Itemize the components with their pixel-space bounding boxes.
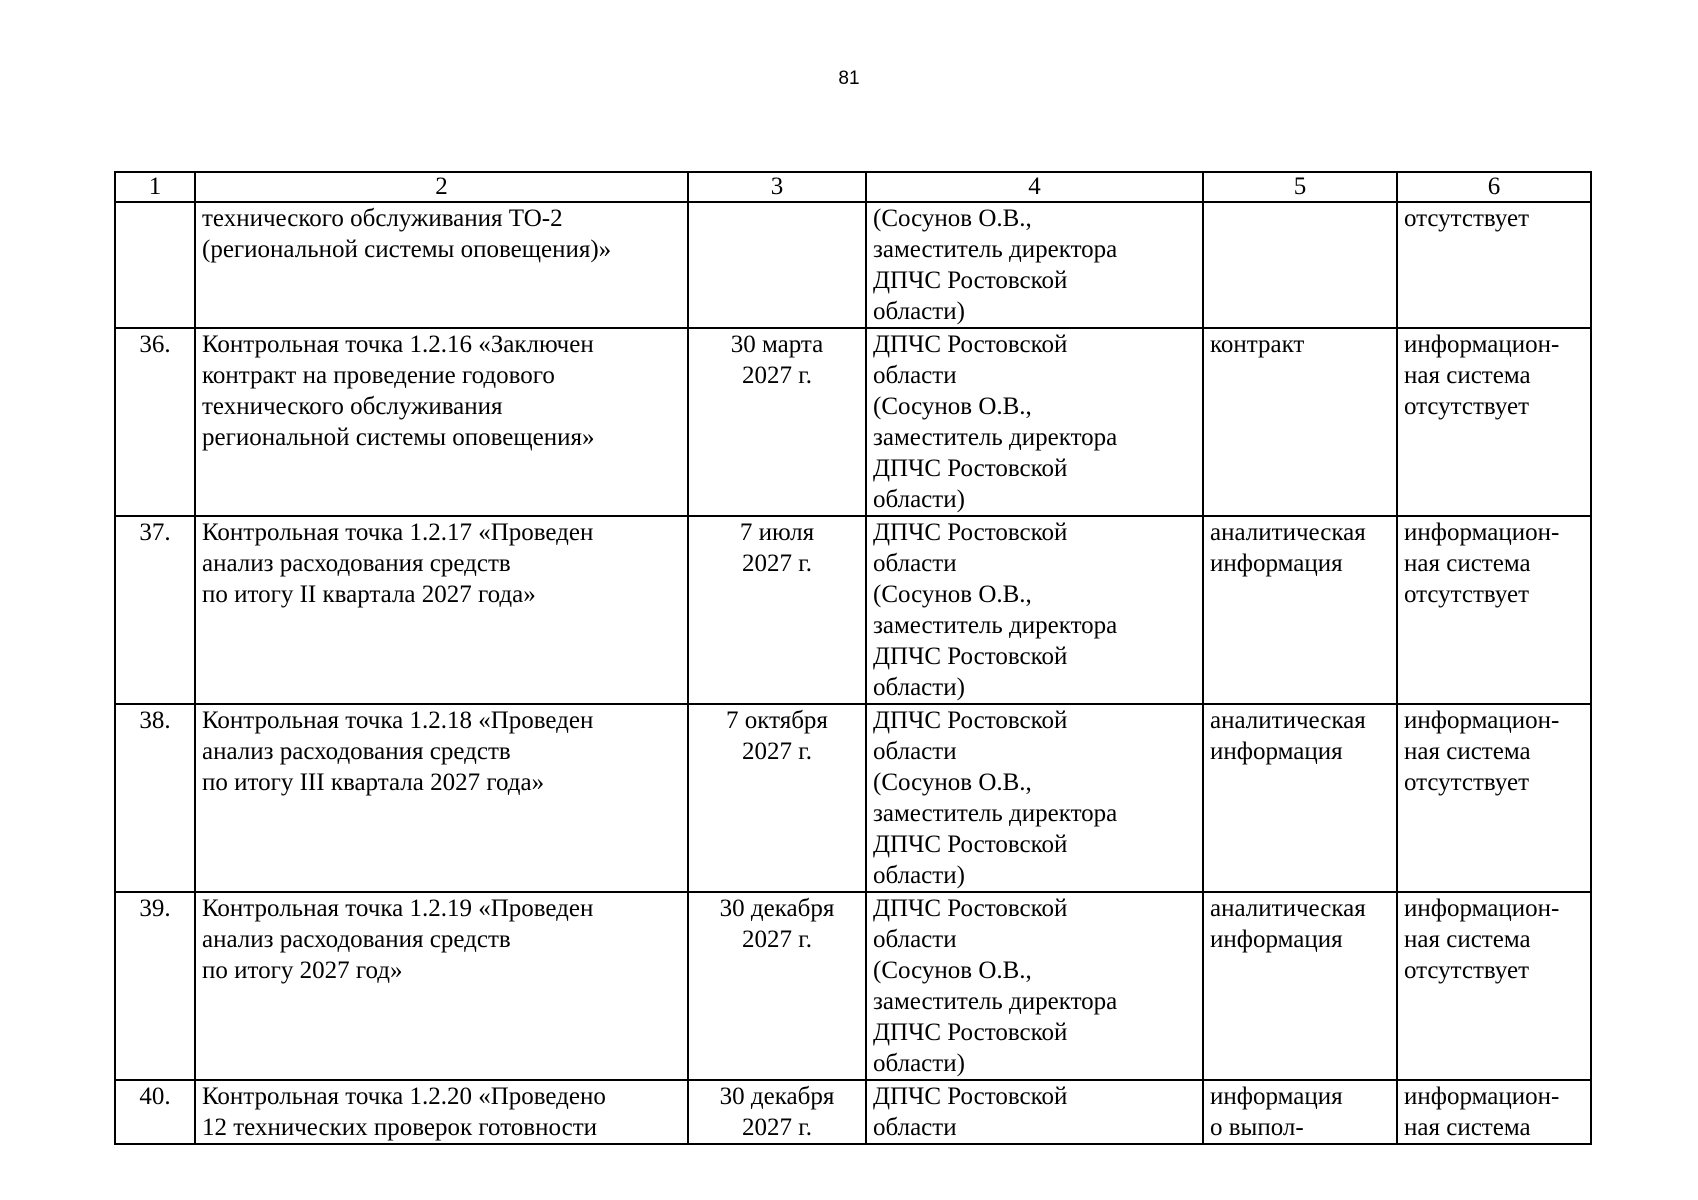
column-number-2: 2: [195, 172, 688, 202]
document-type-cell: аналитическая информация: [1203, 892, 1397, 1080]
deadline-cell: 7 июля 2027 г.: [688, 516, 866, 704]
control-points-table: [114, 171, 1592, 1145]
document-type-cell: [1203, 202, 1397, 328]
page-number: 81: [838, 68, 860, 89]
information-system-cell: информацион- ная система отсутствует: [1397, 704, 1591, 892]
table-row: [115, 516, 1591, 704]
information-system-cell: информацион- ная система: [1397, 1080, 1591, 1144]
row-number-cell: 40.: [115, 1080, 195, 1144]
information-system-cell: информацион- ная система отсутствует: [1397, 328, 1591, 516]
deadline-cell: 30 декабря 2027 г.: [688, 1080, 866, 1144]
responsible-cell: ДПЧС Ростовской области (Сосунов О.В., заместитель директора ДПЧС Ростовской области): [866, 704, 1203, 892]
row-number-cell: 38.: [115, 704, 195, 892]
column-number-5: 5: [1203, 172, 1397, 202]
control-point-name-cell: Контрольная точка 1.2.19 «Проведен анализ расходования средств по итогу 2027 год»: [195, 892, 688, 1080]
information-system-cell: отсутствует: [1397, 202, 1591, 328]
control-point-name-cell: Контрольная точка 1.2.20 «Проведено 12 технических проверок готовности: [195, 1080, 688, 1144]
deadline-cell: 7 октября 2027 г.: [688, 704, 866, 892]
deadline-cell: 30 декабря 2027 г.: [688, 892, 866, 1080]
table-row: [115, 202, 1591, 328]
control-point-name-cell: Контрольная точка 1.2.17 «Проведен анализ расходования средств по итогу II квартала 2027 года»: [195, 516, 688, 704]
row-number-cell: 36.: [115, 328, 195, 516]
table-row: [115, 704, 1591, 892]
column-number-3: 3: [688, 172, 866, 202]
responsible-cell: ДПЧС Ростовской области (Сосунов О.В., заместитель директора ДПЧС Ростовской области): [866, 892, 1203, 1080]
row-number-cell: 39.: [115, 892, 195, 1080]
responsible-cell: ДПЧС Ростовской области: [866, 1080, 1203, 1144]
control-point-name-cell: технического обслуживания ТО-2 (региональной системы оповещения)»: [195, 202, 688, 328]
column-number-4: 4: [866, 172, 1203, 202]
column-number-6: 6: [1397, 172, 1591, 202]
responsible-cell: (Сосунов О.В., заместитель директора ДПЧС Ростовской области): [866, 202, 1203, 328]
table-row: [115, 328, 1591, 516]
document-type-cell: аналитическая информация: [1203, 704, 1397, 892]
table-row: [115, 1080, 1591, 1144]
information-system-cell: информацион- ная система отсутствует: [1397, 516, 1591, 704]
document-type-cell: аналитическая информация: [1203, 516, 1397, 704]
document-type-cell: контракт: [1203, 328, 1397, 516]
column-number-1: 1: [115, 172, 195, 202]
responsible-cell: ДПЧС Ростовской области (Сосунов О.В., заместитель директора ДПЧС Ростовской области): [866, 516, 1203, 704]
responsible-cell: ДПЧС Ростовской области (Сосунов О.В., заместитель директора ДПЧС Ростовской области): [866, 328, 1203, 516]
row-number-cell: 37.: [115, 516, 195, 704]
information-system-cell: информацион- ная система отсутствует: [1397, 892, 1591, 1080]
control-point-name-cell: Контрольная точка 1.2.18 «Проведен анализ расходования средств по итогу III квартала 2027 года»: [195, 704, 688, 892]
deadline-cell: [688, 202, 866, 328]
document-type-cell: информация о выпол-: [1203, 1080, 1397, 1144]
row-number-cell: [115, 202, 195, 328]
deadline-cell: 30 марта 2027 г.: [688, 328, 866, 516]
table-row: [115, 892, 1591, 1080]
control-point-name-cell: Контрольная точка 1.2.16 «Заключен контракт на проведение годового технического обслуживания региональной системы оповещения»: [195, 328, 688, 516]
table-header-row: [115, 172, 1591, 202]
